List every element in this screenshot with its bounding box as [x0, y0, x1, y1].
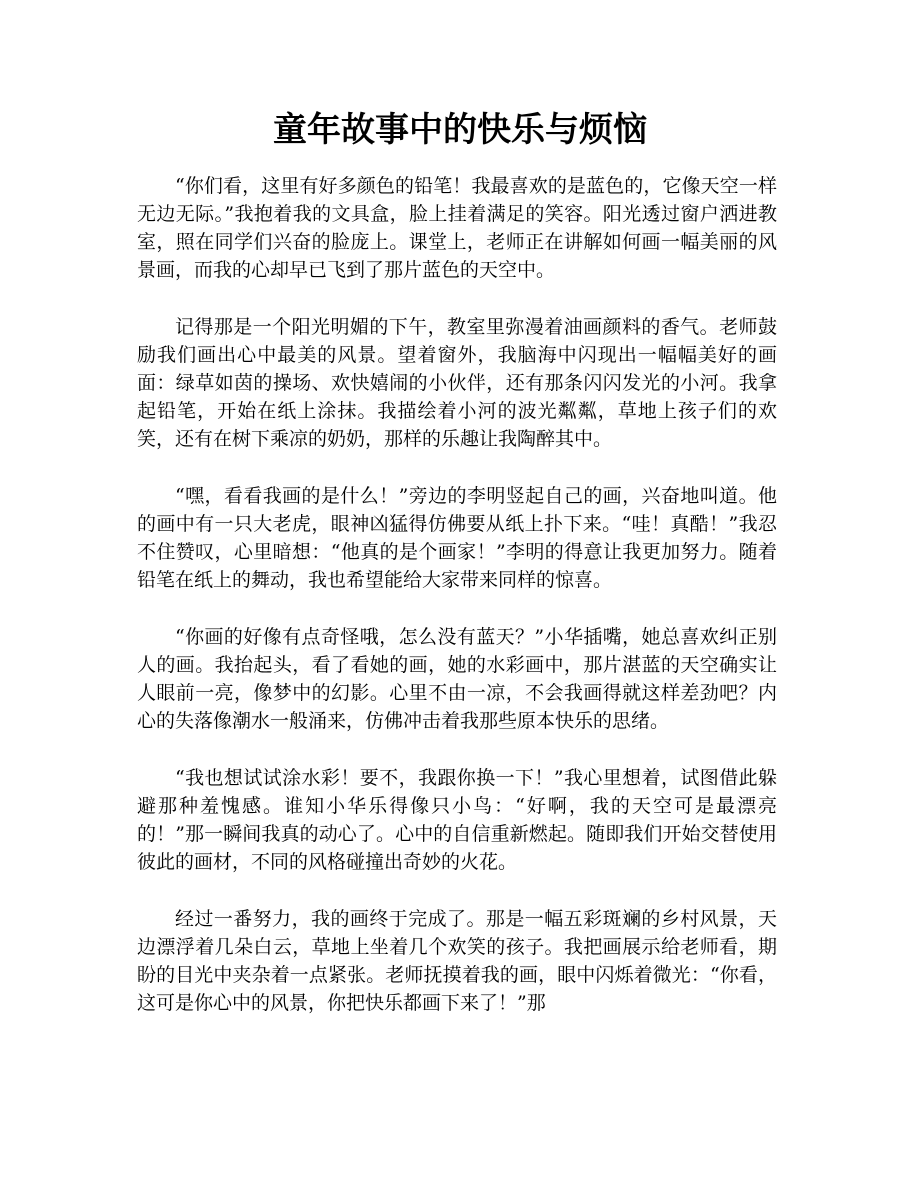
paragraph-2: 记得那是一个阳光明媚的下午，教室里弥漫着油画颜料的香气。老师鼓励我们画出心中最美的风景。望着窗外，我脑海中闪现出一幅幅美好的画面：绿草如茵的操场、欢快嬉闹的小伙伴，还有那条闪闪发光的小河。我拿起铅笔，开始在纸上涂抹。我描绘着小河的波光粼粼，草地上孩子们的欢笑，还有在树下乘凉的奶奶，那样的乐趣让我陶醉其中。 — [137, 316, 777, 450]
paragraph-4: “你画的好像有点奇怪哦，怎么没有蓝天？”小华插嘴，她总喜欢纠正别人的画。我抬起头，看了看她的画，她的水彩画中，那片湛蓝的天空确实让人眼前一亮，像梦中的幻影。心里不由一凉，不会我画得就这样差劲吧？内心的失落像潮水一般涌来，仿佛冲击着我那些原本快乐的思绪。 — [137, 626, 777, 732]
paragraph-6: 经过一番努力，我的画终于完成了。那是一幅五彩斑斓的乡村风景，天边漂浮着几朵白云，草地上坐着几个欢笑的孩子。我把画展示给老师看，期盼的目光中夹杂着一点紧张。老师抚摸着我的画，眼中闪烁着微光：“你看，这可是你心中的风景，你把快乐都画下来了！”那 — [137, 908, 777, 1014]
paragraph-5: “我也想试试涂水彩！要不，我跟你换一下！”我心里想着，试图借此躲避那种羞愧感。谁知小华乐得像只小鸟：“好啊，我的天空可是最漂亮的！”那一瞬间我真的动心了。心中的自信重新燃起。随即我们开始交替使用彼此的画材，不同的风格碰撞出奇妙的火花。 — [137, 767, 777, 873]
document-title: 童年故事中的快乐与烦恼 — [273, 110, 647, 150]
paragraph-1: “你们看，这里有好多颜色的铅笔！我最喜欢的是蓝色的，它像天空一样无边无际。”我抱着我的文具盒，脸上挂着满足的笑容。阳光透过窗户洒进教室，照在同学们兴奋的脸庞上。课堂上，老师正在讲解如何画一幅美丽的风景画，而我的心却早已飞到了那片蓝色的天空中。 — [137, 175, 777, 281]
paragraph-3: “嘿，看看我画的是什么！”旁边的李明竖起自己的画，兴奋地叫道。他的画中有一只大老虎，眼神凶猛得仿佛要从纸上扑下来。“哇！真酷！”我忍不住赞叹，心里暗想：“他真的是个画家！”李明的得意让我更加努力。随着铅笔在纸上的舞动，我也希望能给大家带来同样的惊喜。 — [137, 485, 777, 591]
document-body — [137, 172, 777, 1046]
